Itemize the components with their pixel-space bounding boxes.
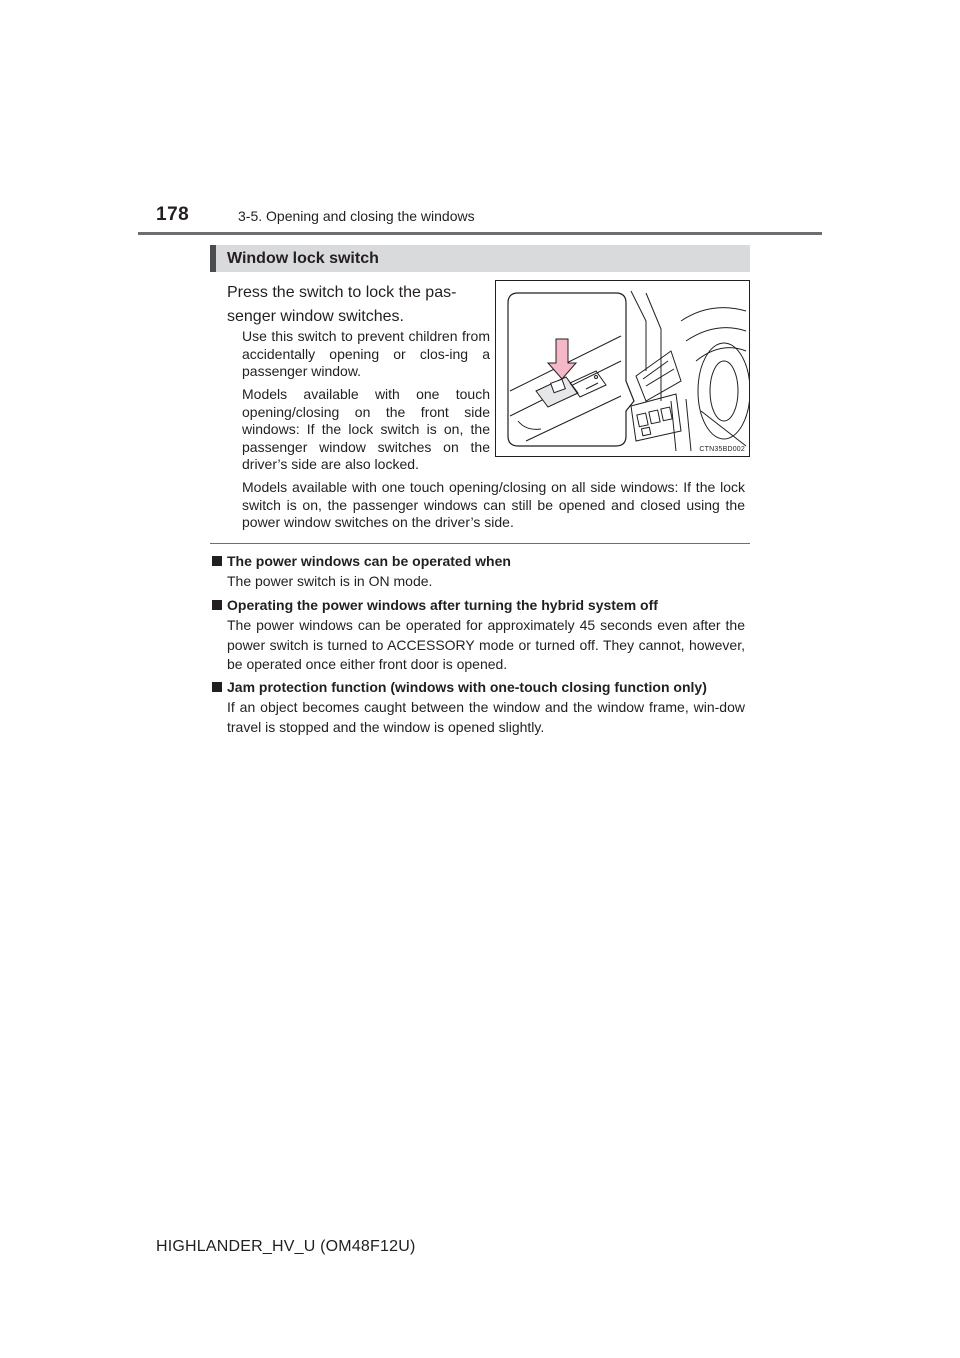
lead-instruction	[227, 281, 491, 329]
note-front-side: Models available with one touch opening/closing on the front side windows: If the lock switch is on, the passenger window switches on the driver’s side are also locked.	[242, 386, 490, 472]
door-panel-drawing	[496, 281, 750, 457]
note-all-sides: Models available with one touch opening/closing on all side windows: If the lock switch is on, the passenger windows can still be opened and closed using the power window switches on the driver’s side.	[242, 479, 745, 530]
square-bullet-icon	[212, 556, 222, 566]
section-title: 3-5. Opening and closing the windows	[238, 208, 475, 224]
page-number: 178	[156, 204, 190, 225]
heading-text: Window lock switch	[227, 250, 379, 267]
section-divider	[210, 543, 750, 544]
header-rule	[138, 232, 822, 235]
figure-code: CTN35BD002	[699, 446, 745, 453]
heading-accent	[210, 245, 216, 272]
square-bullet-icon	[212, 682, 222, 692]
lead-line-1: Press the switch to lock the pas-	[227, 284, 457, 301]
item-body-operate-when: The power switch is in ON mode.	[227, 573, 433, 589]
item-body-jam-protection: If an object becomes caught between the window and the window frame, win-dow travel is stopped and the window is opened slightly.	[227, 699, 745, 735]
section-heading	[210, 245, 750, 272]
item-body-after-off: The power windows can be operated for approximately 45 seconds even after the power switch is turned to ACCESSORY mode or turned off. They cannot, however, be operated once either front door is opened.	[227, 617, 745, 672]
square-bullet-icon	[212, 600, 222, 610]
item-heading-after-off: Operating the power windows after turning the hybrid system off	[212, 597, 658, 613]
lead-line-2: senger window switches.	[227, 308, 404, 325]
footer-model-code: HIGHLANDER_HV_U (OM48F12U)	[156, 1238, 416, 1255]
item-heading-operate-when: The power windows can be operated when	[212, 553, 511, 569]
item-heading-jam-protection: Jam protection function (windows with one-touch closing function only)	[212, 679, 707, 695]
lock-switch-illustration	[495, 280, 750, 457]
note-children: Use this switch to prevent children from accidentally opening or clos-ing a passenger window.	[242, 328, 490, 379]
